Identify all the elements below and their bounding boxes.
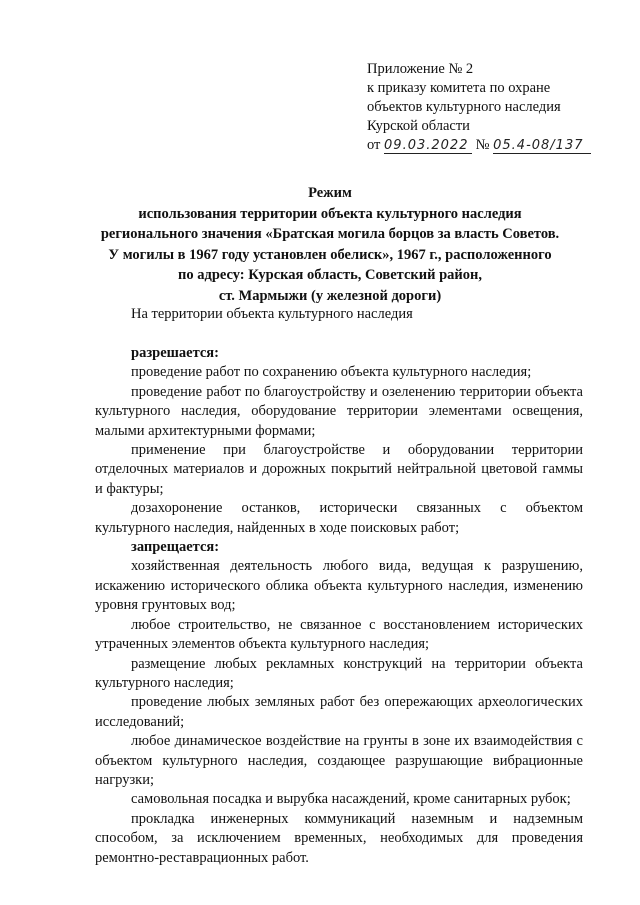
- appendix-title: Приложение № 2: [367, 61, 474, 77]
- handwritten-date: 09.03.2022: [384, 138, 472, 154]
- forbidden-item: любое строительство, не связанное с восстановлением исторических утраченных элементов объекта культурного наследия;: [95, 616, 583, 653]
- handwritten-number: 05.4-08/137: [493, 138, 591, 154]
- allowed-heading: разрешается:: [131, 345, 219, 361]
- allowed-item: дозахоронение останков, исторически связанных с объектом культурного наследия, найденных в ходе поисковых работ;: [95, 500, 583, 536]
- appendix-line: Курской области: [367, 118, 470, 134]
- appendix-line: к приказу комитета по охране: [367, 80, 551, 96]
- title-line: ст. Мармыжи (у железной дороги): [218, 287, 442, 304]
- date-prefix: от: [367, 137, 381, 153]
- document-title: [70, 183, 590, 306]
- appendix-block: [367, 60, 617, 155]
- forbidden-item: самовольная посадка и вырубка насаждений, кроме санитарных рубок;: [131, 791, 571, 808]
- forbidden-item: проведение любых земляных работ без опережающих археологических исследований;: [95, 694, 583, 730]
- title-line: регионального значения «Братская могила борцов за власть Советов.: [100, 226, 560, 242]
- allowed-item: проведение работ по благоустройству и озеленению территории объекта культурного наследия, оборудование территории элементами освещения, малыми архитектурными формами;: [95, 383, 583, 439]
- title-line: Режим: [308, 185, 352, 201]
- number-prefix: №: [475, 137, 490, 153]
- title-line: по адресу: Курская область, Советский район,: [178, 267, 482, 283]
- forbidden-item: прокладка инженерных коммуникаций наземным и надземным способом, за исключением временных, необходимых для проведения ремонтно-реставрационных работ.: [95, 810, 583, 866]
- regime-body: [95, 344, 583, 868]
- title-line: использования территории объекта культурного наследия: [138, 205, 522, 222]
- allowed-item: применение при благоустройстве и оборудовании территории отделочных материалов и дорожных покрытий нейтральной цветовой гаммы и фактуры;: [95, 442, 583, 497]
- allowed-item: проведение работ по сохранению объекта культурного наследия;: [131, 364, 532, 381]
- appendix-date-line: [367, 136, 617, 155]
- title-line: У могилы в 1967 году установлен обелиск», 1967 г., расположенного: [108, 246, 552, 263]
- appendix-line: объектов культурного наследия: [367, 99, 561, 115]
- forbidden-item: размещение любых рекламных конструкций на территории объекта культурного наследия;: [95, 655, 583, 691]
- forbidden-heading: запрещается:: [131, 539, 220, 556]
- intro-text: На территории объекта культурного наследия: [131, 306, 413, 322]
- forbidden-item: любое динамическое воздействие на грунты в зоне их взаимодействия с объектом культурного наследия, создающее разрушающие вибрационные нагрузки;: [95, 733, 583, 788]
- forbidden-item: хозяйственная деятельность любого вида, ведущая к разрушению, искажению исторического облика объекта культурного наследия, изменению уровня грунтовых вод;: [95, 558, 583, 614]
